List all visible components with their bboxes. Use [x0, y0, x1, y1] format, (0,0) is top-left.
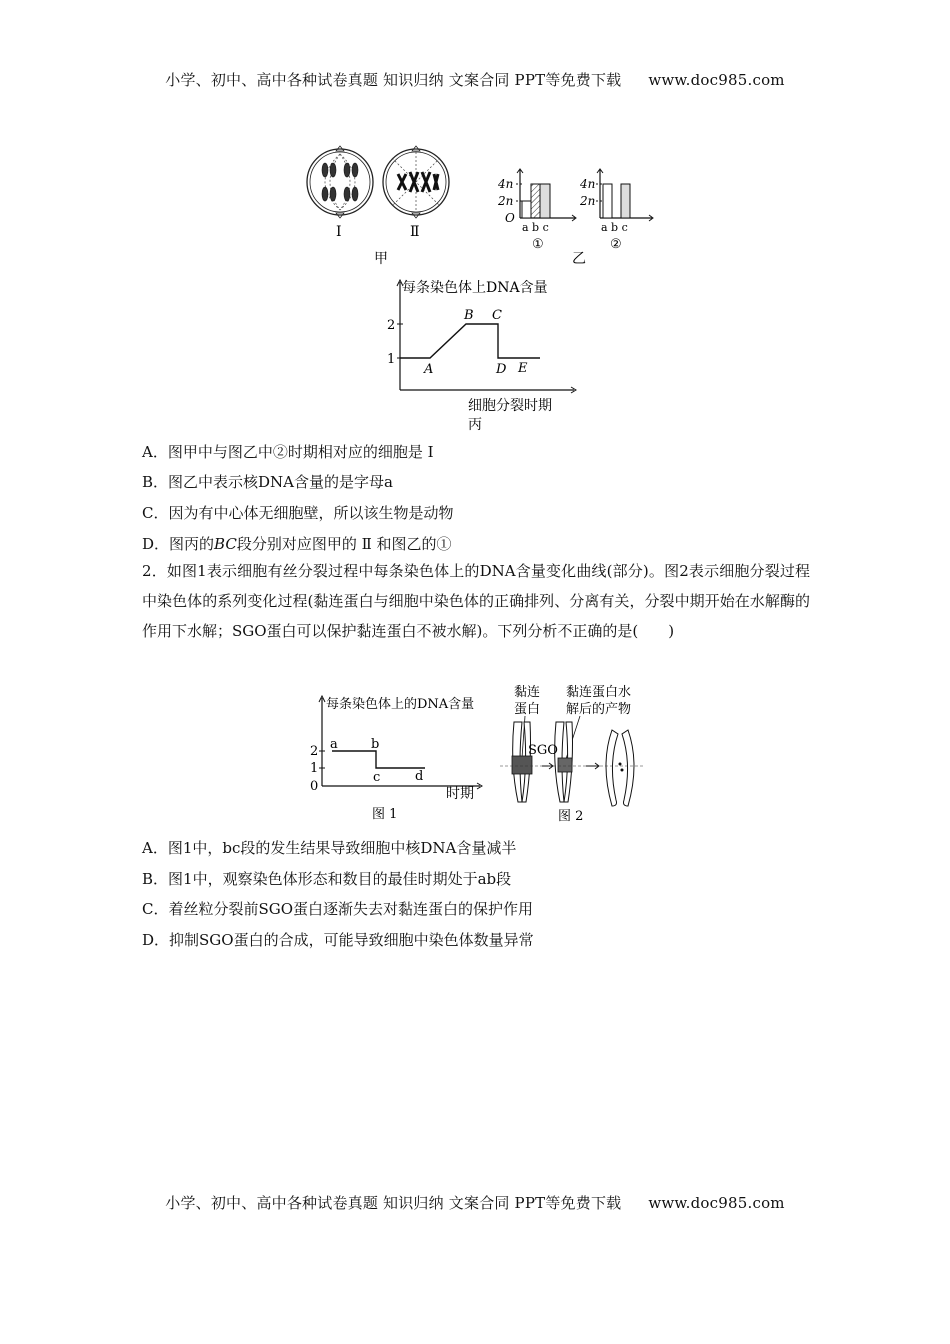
fig2-label2-b: 解后的产物 [566, 702, 632, 717]
chart-2-tick-2n: 2n [580, 194, 596, 208]
fig1-ytick-1: 1 [310, 761, 319, 776]
cell-1-diagram [307, 146, 373, 218]
fig2-sgo-label: SGO [528, 743, 558, 758]
q2-option-b: B．图1中，观察染色体形态和数目的最佳时期处于ab段 [142, 870, 512, 888]
bing-ylabel: 每条染色体上DNA含量 [402, 280, 548, 296]
page-header [0, 69, 950, 90]
figure-bing [368, 272, 598, 434]
fig1-point-c: c [373, 770, 381, 785]
fig1-point-a: a [330, 737, 338, 752]
point-C: C [492, 308, 502, 323]
q2-option-d: D．抑制SGO蛋白的合成，可能导致细胞中染色体数量异常 [142, 931, 534, 949]
chart-1-tick-4n: 4n [498, 177, 514, 191]
q1-option-c: C．因为有中心体无细胞壁，所以该生物是动物 [142, 504, 454, 522]
point-E: E [518, 361, 528, 376]
point-D: D [496, 362, 507, 377]
q1-option-d-post: 段分别对应图甲的 Ⅱ 和图乙的① [236, 535, 452, 553]
chart-1-bars-label: a b c [522, 221, 549, 234]
figure-2 [500, 682, 680, 824]
figure-1 [300, 690, 496, 824]
chart-1 [516, 169, 576, 221]
q2-option-c: C．着丝粒分裂前SGO蛋白逐渐失去对黏连蛋白的保护作用 [142, 900, 534, 918]
fig2-caption: 图 2 [558, 809, 584, 824]
fig1-point-b: b [371, 737, 380, 752]
chart-1-label: ① [532, 237, 544, 252]
chart-2-tick-4n: 4n [580, 177, 596, 191]
q1-option-b: B．图乙中表示核DNA含量的是字母a [142, 473, 393, 491]
fig2-chromosome-3 [600, 730, 645, 806]
fig1-xlabel: 时期 [446, 786, 474, 802]
point-B: B [464, 308, 474, 323]
bing-ytick-1: 1 [387, 352, 396, 367]
bing-ytick-2: 2 [387, 318, 396, 333]
chart-2-label: ② [610, 237, 622, 252]
fig2-label1-a: 黏连 [514, 685, 541, 700]
curve-bing [400, 324, 540, 358]
q2-stem: 2．如图1表示细胞有丝分裂过程中每条染色体上的DNA含量变化曲线(部分)。图2表示细胞分裂过程中染色体的系列变化过程(黏连蛋白与细胞中染色体的正确排列、分离有关，分裂中期开始在水解酶的作用下水解；SGO蛋白可以保护黏连蛋白不被水解)。下列分析不正确的是( ) [142, 562, 810, 640]
page-footer [0, 1192, 950, 1213]
cell-2-label: Ⅱ [410, 224, 420, 240]
figure-yi-label: 乙 [572, 251, 586, 267]
q1-option-d [142, 533, 452, 554]
header-site: www.doc985.com [648, 71, 785, 89]
figure-jia-yi [300, 140, 660, 270]
q1-option-d-ital: BC [214, 535, 237, 553]
figure-jia-label: 甲 [374, 251, 388, 267]
chart-1-tick-2n: 2n [498, 194, 514, 208]
point-A: A [424, 362, 434, 377]
bing-xlabel: 细胞分裂时期 [468, 398, 552, 414]
cell-2-diagram [383, 146, 449, 218]
q1-option-a: A．图甲中与图乙中②时期相对应的细胞是 Ⅰ [142, 443, 434, 461]
fig2-label2-a: 黏连蛋白水 [566, 685, 632, 700]
chart-2 [596, 169, 653, 221]
cell-1-label: Ⅰ [336, 224, 342, 240]
bing-label: 丙 [468, 417, 482, 433]
fig2-label1-b: 蛋白 [514, 702, 541, 717]
footer-site: www.doc985.com [648, 1194, 785, 1212]
fig1-ytick-0: 0 [310, 779, 319, 794]
footer-text: 小学、初中、高中各种试卷真题 知识归纳 文案合同 PPT等免费下载 [165, 1194, 622, 1212]
fig2-chromosome-1 [500, 722, 544, 802]
header-text: 小学、初中、高中各种试卷真题 知识归纳 文案合同 PPT等免费下载 [165, 71, 622, 89]
chart-2-bars-label: a b c [601, 221, 628, 234]
fig1-caption: 图 1 [372, 807, 398, 822]
curve-fig1 [332, 751, 425, 768]
chart-1-origin: O [505, 211, 515, 225]
q2-option-a: A．图1中，bc段的发生结果导致细胞中核DNA含量减半 [142, 839, 517, 857]
fig1-ylabel: 每条染色体上的DNA含量 [326, 697, 475, 712]
q1-option-d-pre: D．图丙的 [142, 535, 215, 553]
fig2-chromosome-2 [548, 722, 586, 802]
fig1-point-d: d [415, 769, 424, 784]
fig1-ytick-2: 2 [310, 744, 319, 759]
